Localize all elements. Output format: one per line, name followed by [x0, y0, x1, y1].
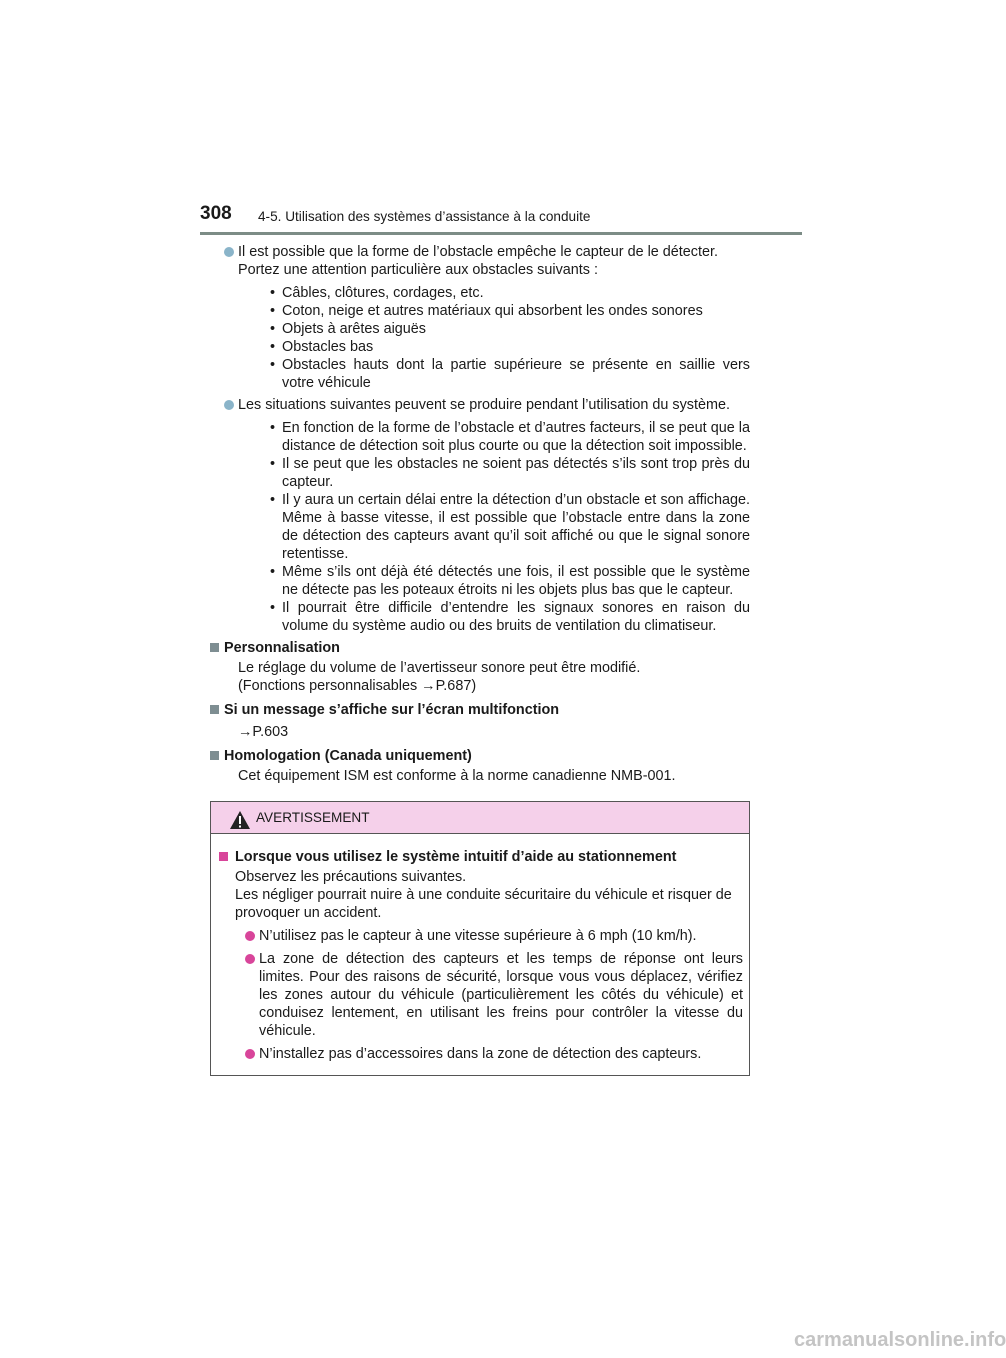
bullet-text: Les situations suivantes peuvent se produire pendant l’utilisation du système. — [238, 397, 730, 413]
warning-triangle-icon — [229, 810, 251, 830]
page-number: 308 — [200, 203, 232, 224]
warning-body — [211, 834, 749, 1063]
list-item: • Coton, neige et autres matériaux qui absorbent les ondes sonores — [238, 302, 750, 320]
bullet-dot-icon — [224, 400, 234, 410]
page-reference-link[interactable]: (Fonctions personnalisables →P.687) — [238, 678, 477, 694]
section-title: 4-5. Utilisation des systèmes d’assistance à la conduite — [258, 209, 591, 224]
section-message — [208, 701, 750, 741]
warning-bullet-text: La zone de détection des capteurs et les temps de réponse ont leurs limites. Pour des raisons de sécurité, lorsque vous vous déplacez, vérifiez les zones autour du véhicule (particulièrement les côtés du véhicule) et conduisez lentement, en utilisant les freins pour contrôler la vitesse du véhicule. — [259, 951, 743, 1039]
section-text: Cet équipement ISM est conforme à la norme canadienne NMB-001. — [238, 768, 676, 784]
list-item: • Il y aura un certain délai entre la détection d’un obstacle et son affichage. Même à basse vitesse, il est possible que l’obstacle entre dans la zone de détection des capteurs avant qu’il soit affiché ou que le signal sonore retentisse. — [238, 491, 750, 563]
bullet-dot-icon — [224, 247, 234, 257]
square-bullet-icon — [210, 751, 219, 760]
list-item: • Il se peut que les obstacles ne soient pas détectés s’ils sont trop près du capteur. — [238, 455, 750, 491]
warning-box — [210, 801, 750, 1076]
obstacle-list — [238, 284, 750, 392]
list-item: • En fonction de la forme de l’obstacle et d’autres facteurs, il se peut que la distance de détection soit plus courte ou que la détection soit impossible. — [238, 419, 750, 455]
page-header — [200, 202, 802, 236]
list-item: • Même s’ils ont déjà été détectés une fois, il est possible que le système ne détecte pas les poteaux étroits ni les objets plus bas que le capteur. — [238, 563, 750, 599]
section-heading: Homologation (Canada uniquement) — [224, 748, 472, 764]
bullet-obstacle-shape — [208, 243, 750, 392]
warning-intro: Observez les précautions suivantes. — [235, 869, 467, 885]
section-personnalisation — [208, 639, 750, 695]
warning-bullet-text: N’utilisez pas le capteur à une vitesse supérieure à 6 mph (10 km/h). — [259, 928, 697, 944]
warning-bullet — [235, 1045, 743, 1063]
bullet-dot-icon — [245, 1049, 255, 1059]
square-bullet-icon — [219, 852, 228, 861]
warning-bullet-text: N’installez pas d’accessoires dans la zone de détection des capteurs. — [259, 1046, 702, 1062]
section-homologation — [208, 747, 750, 785]
warning-section — [217, 848, 743, 1063]
list-item: • Obstacles hauts dont la partie supérieure se présente en saillie vers votre véhicule — [238, 356, 750, 392]
situations-list — [238, 419, 750, 635]
warning-section-heading: Lorsque vous utilisez le système intuitif d’aide au stationnement — [235, 849, 677, 865]
warning-title: AVERTISSEMENT — [256, 810, 370, 825]
list-item: • Il pourrait être difficile d’entendre les signaux sonores en raison du volume du système audio ou des bruits de ventilation du climatiseur. — [238, 599, 750, 635]
list-item: • Câbles, clôtures, cordages, etc. — [238, 284, 750, 302]
list-item: • Obstacles bas — [238, 338, 750, 356]
main-content — [208, 243, 750, 785]
warning-bullet — [235, 950, 743, 1040]
bullet-text: Il est possible que la forme de l’obstacle empêche le capteur de le détecter. Portez une attention particulière aux obstacles suivants : — [238, 244, 718, 278]
bullet-situations — [208, 396, 750, 635]
bullet-dot-icon — [245, 954, 255, 964]
section-text: Le réglage du volume de l’avertisseur sonore peut être modifié. — [238, 660, 641, 676]
warning-intro: Les négliger pourrait nuire à une conduite sécuritaire du véhicule et risquer de provoquer un accident. — [235, 887, 732, 921]
section-heading: Personnalisation — [224, 640, 340, 656]
square-bullet-icon — [210, 705, 219, 714]
bullet-dot-icon — [245, 931, 255, 941]
section-heading: Si un message s’affiche sur l’écran multifonction — [224, 702, 560, 718]
square-bullet-icon — [210, 643, 219, 652]
watermark: carmanualsonline.info — [794, 1329, 1006, 1351]
warning-bullet — [235, 927, 743, 945]
warning-header — [211, 802, 749, 834]
list-item: • Objets à arêtes aiguës — [238, 320, 750, 338]
header-rule — [200, 232, 802, 235]
page-reference-link[interactable]: →P.603 — [238, 724, 289, 740]
